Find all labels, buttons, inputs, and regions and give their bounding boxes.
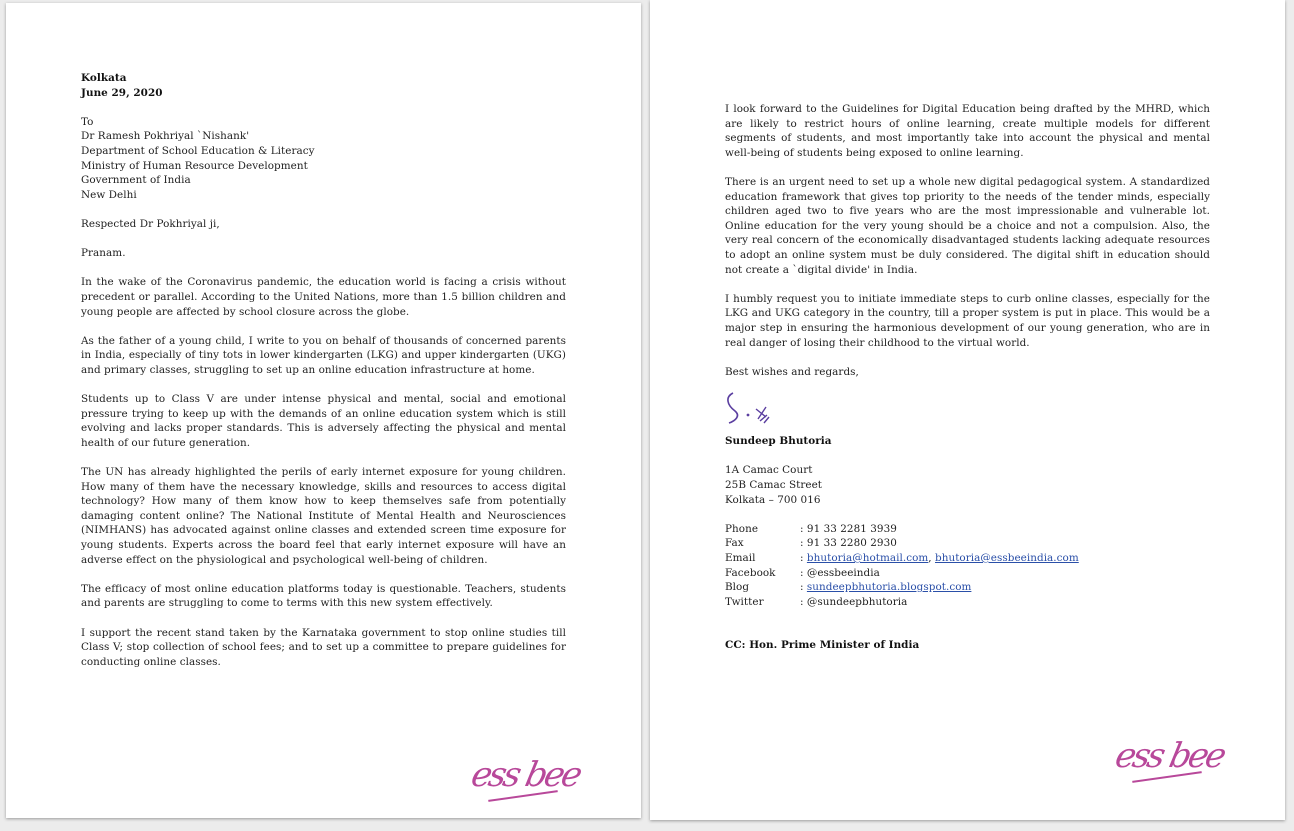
- body-paragraph: There is an urgent need to set up a whole new digital pedagogical system. A standardized education framework that gives top priority to the needs of the tender minds, especially children aged two to five years who are the most impressionable and vulnerable lot. Online education for the very young should be a choice and not a compulsion. Also, the very real concern of the economically disadvantaged students lacking adequate resources to adopt an online system must be duly considered. The digital shift in education should not create a `digital divide' in India.: [725, 175, 1210, 276]
- recipient-line: New Delhi: [81, 188, 137, 201]
- contact-separator: ,: [928, 552, 936, 565]
- contact-email: [725, 551, 1210, 566]
- recipient-line: Department of School Education & Literacy: [81, 144, 315, 157]
- contact-value: : @sundeepbhutoria: [800, 595, 908, 608]
- blog-link[interactable]: sundeepbhutoria.blogspot.com: [806, 581, 972, 594]
- sender-address: [725, 463, 1210, 507]
- letter-date: June 29, 2020: [81, 86, 163, 99]
- address-line: Kolkata – 700 016: [725, 493, 821, 506]
- contact-label: Facebook: [725, 566, 776, 579]
- cc-line: CC: Hon. Prime Minister of India: [725, 639, 920, 652]
- page-2-content: [725, 102, 1210, 653]
- contact-label: Fax: [725, 537, 744, 550]
- body-paragraph: I humbly request you to initiate immediate steps to curb online classes, especially for the LKG and UKG category in the country, till a proper system is put in place. This would be a major step in ensuring the harmonious development of our young generation, who are in real danger of losing their childhood to the virtual world.: [725, 292, 1210, 349]
- letter-place: Kolkata: [81, 72, 127, 84]
- recipient-line: Government of India: [81, 174, 191, 187]
- body-paragraph: I look forward to the Guidelines for Digital Education being drafted by the MHRD, which are likely to restrict hours of online learning, create multiple models for different segments of students, and most importantly take into account the physical and mental well-being of students being exposed to online learning.: [725, 103, 1210, 159]
- address-line: 25B Camac Street: [725, 479, 823, 492]
- contact-facebook: [725, 566, 1210, 581]
- body-paragraph: In the wake of the Coronavirus pandemic, the education world is facing a crisis without precedent or parallel. According to the United Nations, more than 1.5 billion children and young people are affected by school closure across the globe.: [81, 276, 566, 318]
- contact-value: : @essbeeindia: [800, 566, 880, 579]
- letter-page-2: [650, 0, 1285, 820]
- body-paragraph: The UN has already highlighted the perils of early internet exposure for young children. How many of them have the necessary knowledge, skills and resources to access digital technology? How many of them know how to keep themselves safe from potentially damaging content online? The National Institute of Mental Health and Neurosciences (NIMHANS) has advocated against online classes and extended screen time exposure for young students. Experts across the board feel that early internet exposure will have an adverse effect on the physiological and psychological well-being of children.: [81, 466, 566, 566]
- handwritten-signature-icon: [725, 389, 785, 429]
- to-label: To: [81, 115, 94, 128]
- contact-blog: [725, 580, 1210, 595]
- contact-fax: [725, 536, 1210, 551]
- body-paragraph: As the father of a young child, I write to you on behalf of thousands of concerned parents in India, especially of tiny tots in lower kindergarten (LKG) and upper kindergarten (UKG) and primary classes, struggling to set up an online education infrastructure at home.: [81, 334, 566, 376]
- body-paragraph: I support the recent stand taken by the Karnataka government to stop online studies till Class V; stop collection of school fees; and to set up a committee to prepare guidelines for conducting online classes.: [81, 626, 566, 668]
- contact-label: Blog: [725, 581, 750, 594]
- contact-label: Twitter: [725, 595, 764, 608]
- signature-area: [725, 379, 1210, 434]
- body-paragraph: The efficacy of most online education platforms today is questionable. Teachers, students and parents are struggling to come to terms with this new system effectively.: [81, 582, 566, 610]
- contact-label: Email: [725, 552, 756, 565]
- letter-page-1: [6, 3, 641, 818]
- address-line: 1A Camac Court: [725, 464, 813, 477]
- closing: Best wishes and regards,: [725, 365, 859, 378]
- recipient-address: [81, 129, 566, 202]
- email-link-essbee[interactable]: bhutoria@essbeeindia.com: [935, 552, 1079, 565]
- recipient-line: Dr Ramesh Pokhriyal `Nishank': [81, 130, 250, 143]
- contact-value: : 91 33 2280 2930: [800, 537, 897, 550]
- contact-details: [725, 522, 1210, 610]
- salutation: Respected Dr Pokhriyal ji,: [81, 217, 220, 230]
- essbee-logo: ess bee: [1111, 736, 1228, 776]
- page-1-content: [81, 71, 566, 684]
- contact-prefix: :: [800, 581, 807, 594]
- contact-prefix: :: [800, 552, 807, 565]
- contact-label: Phone: [725, 522, 759, 535]
- contact-twitter: [725, 595, 1210, 610]
- contact-phone: [725, 522, 1210, 537]
- email-link-hotmail[interactable]: bhutoria@hotmail.com: [806, 552, 929, 565]
- greeting: Pranam.: [81, 247, 126, 260]
- essbee-logo: ess bee: [467, 755, 584, 795]
- signer-name: Sundeep Bhutoria: [725, 435, 832, 448]
- recipient-line: Ministry of Human Resource Development: [81, 159, 308, 172]
- body-paragraph: Students up to Class V are under intense physical and mental, social and emotional pressure trying to keep up with the demands of an online education system which is still evolving and lacks proper standards. This is adversely affecting the physical and mental health of our future generation.: [81, 393, 566, 449]
- contact-value: : 91 33 2281 3939: [800, 522, 897, 535]
